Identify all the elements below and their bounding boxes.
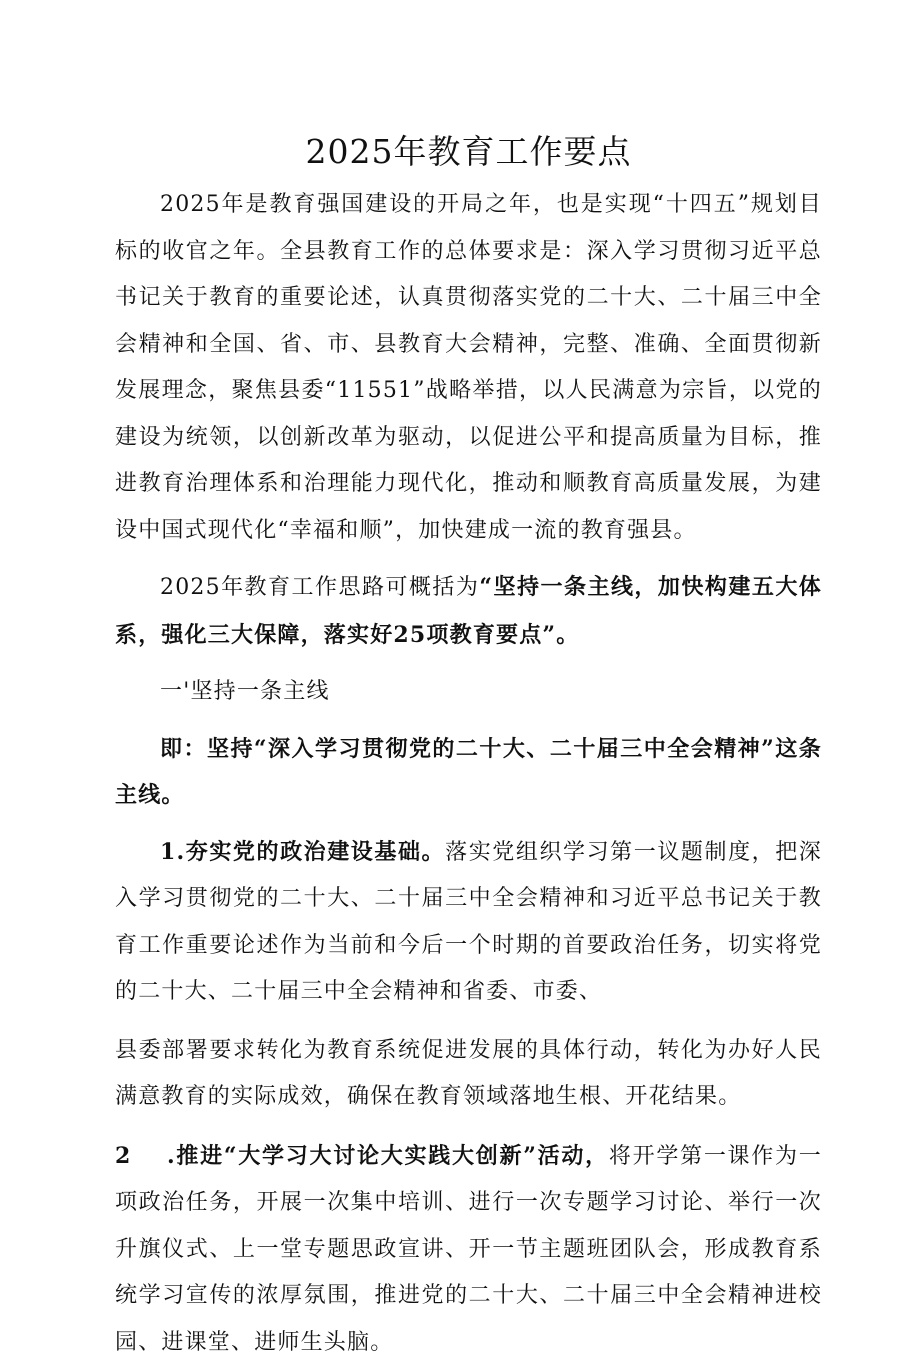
item2-body: 将开学第一课作为一项政治任务，开展一次集中培训、进行一次专题学习讨论、举行一次升旗仪式、上一堂专题思政宣讲、开一节主题班团队会，形成教育系统学习宣传的浓厚氛围，推进党的二十大、二十届三中全会精神进校园、进课堂、进师生头脑。 [115, 1144, 822, 1355]
section1-mainline: 即：坚持“深入学习贯彻党的二十大、二十届三中全会精神”这条主线。 [115, 726, 822, 819]
item2-paragraph [115, 1133, 822, 1366]
item1-continuation: 县委部署要求转化为教育系统促进发展的具体行动，转化为办好人民满意教育的实际成效，确保在教育领域落地生根、开花结果。 [115, 1028, 822, 1121]
item2-number: 2 [115, 1133, 167, 1180]
summary-bold: “坚持一条主线，加快构建五大体系，强化三大保障，落实好25项教育要点”。 [115, 574, 822, 648]
item2-title: .推进“大学习大讨论大实践大创新”活动， [167, 1143, 609, 1169]
document-title: 2025年教育工作要点 [115, 128, 822, 176]
item1-number: 1 [160, 839, 177, 865]
summary-paragraph [115, 564, 822, 659]
summary-lead: 2025年教育工作思路可概括为 [160, 575, 479, 600]
section1-heading: 一'坚持一条主线 [115, 669, 822, 716]
intro-paragraph: 2025年是教育强国建设的开局之年，也是实现“十四五”规划目标的收官之年。全县教育工作的总体要求是：深入学习贯彻习近平总书记关于教育的重要论述，认真贯彻落实党的二十大、二十届三中全会精神和全国、省、市、县教育大会精神，完整、准确、全面贯彻新发展理念，聚焦县委“11551”战略举措，以人民满意为宗旨，以党的建设为统领，以创新改革为驱动，以促进公平和提高质量为目标，推进教育治理体系和治理能力现代化，推动和顺教育高质量发展，为建设中国式现代化“幸福和顺”，加快建成一流的教育强县。 [115, 182, 822, 554]
item1-title: .夯实党的政治建设基础。 [177, 839, 446, 865]
item1-body: 落实党组织学习第一议题制度，把深入学习贯彻党的二十大、二十届三中全会精神和习近平总书记关于教育工作重要论述作为当前和今后一个时期的首要政治任务，切实将党的二十大、二十届三中全会精神和省委、市委、 [115, 840, 822, 1005]
item1-paragraph [115, 829, 822, 1016]
